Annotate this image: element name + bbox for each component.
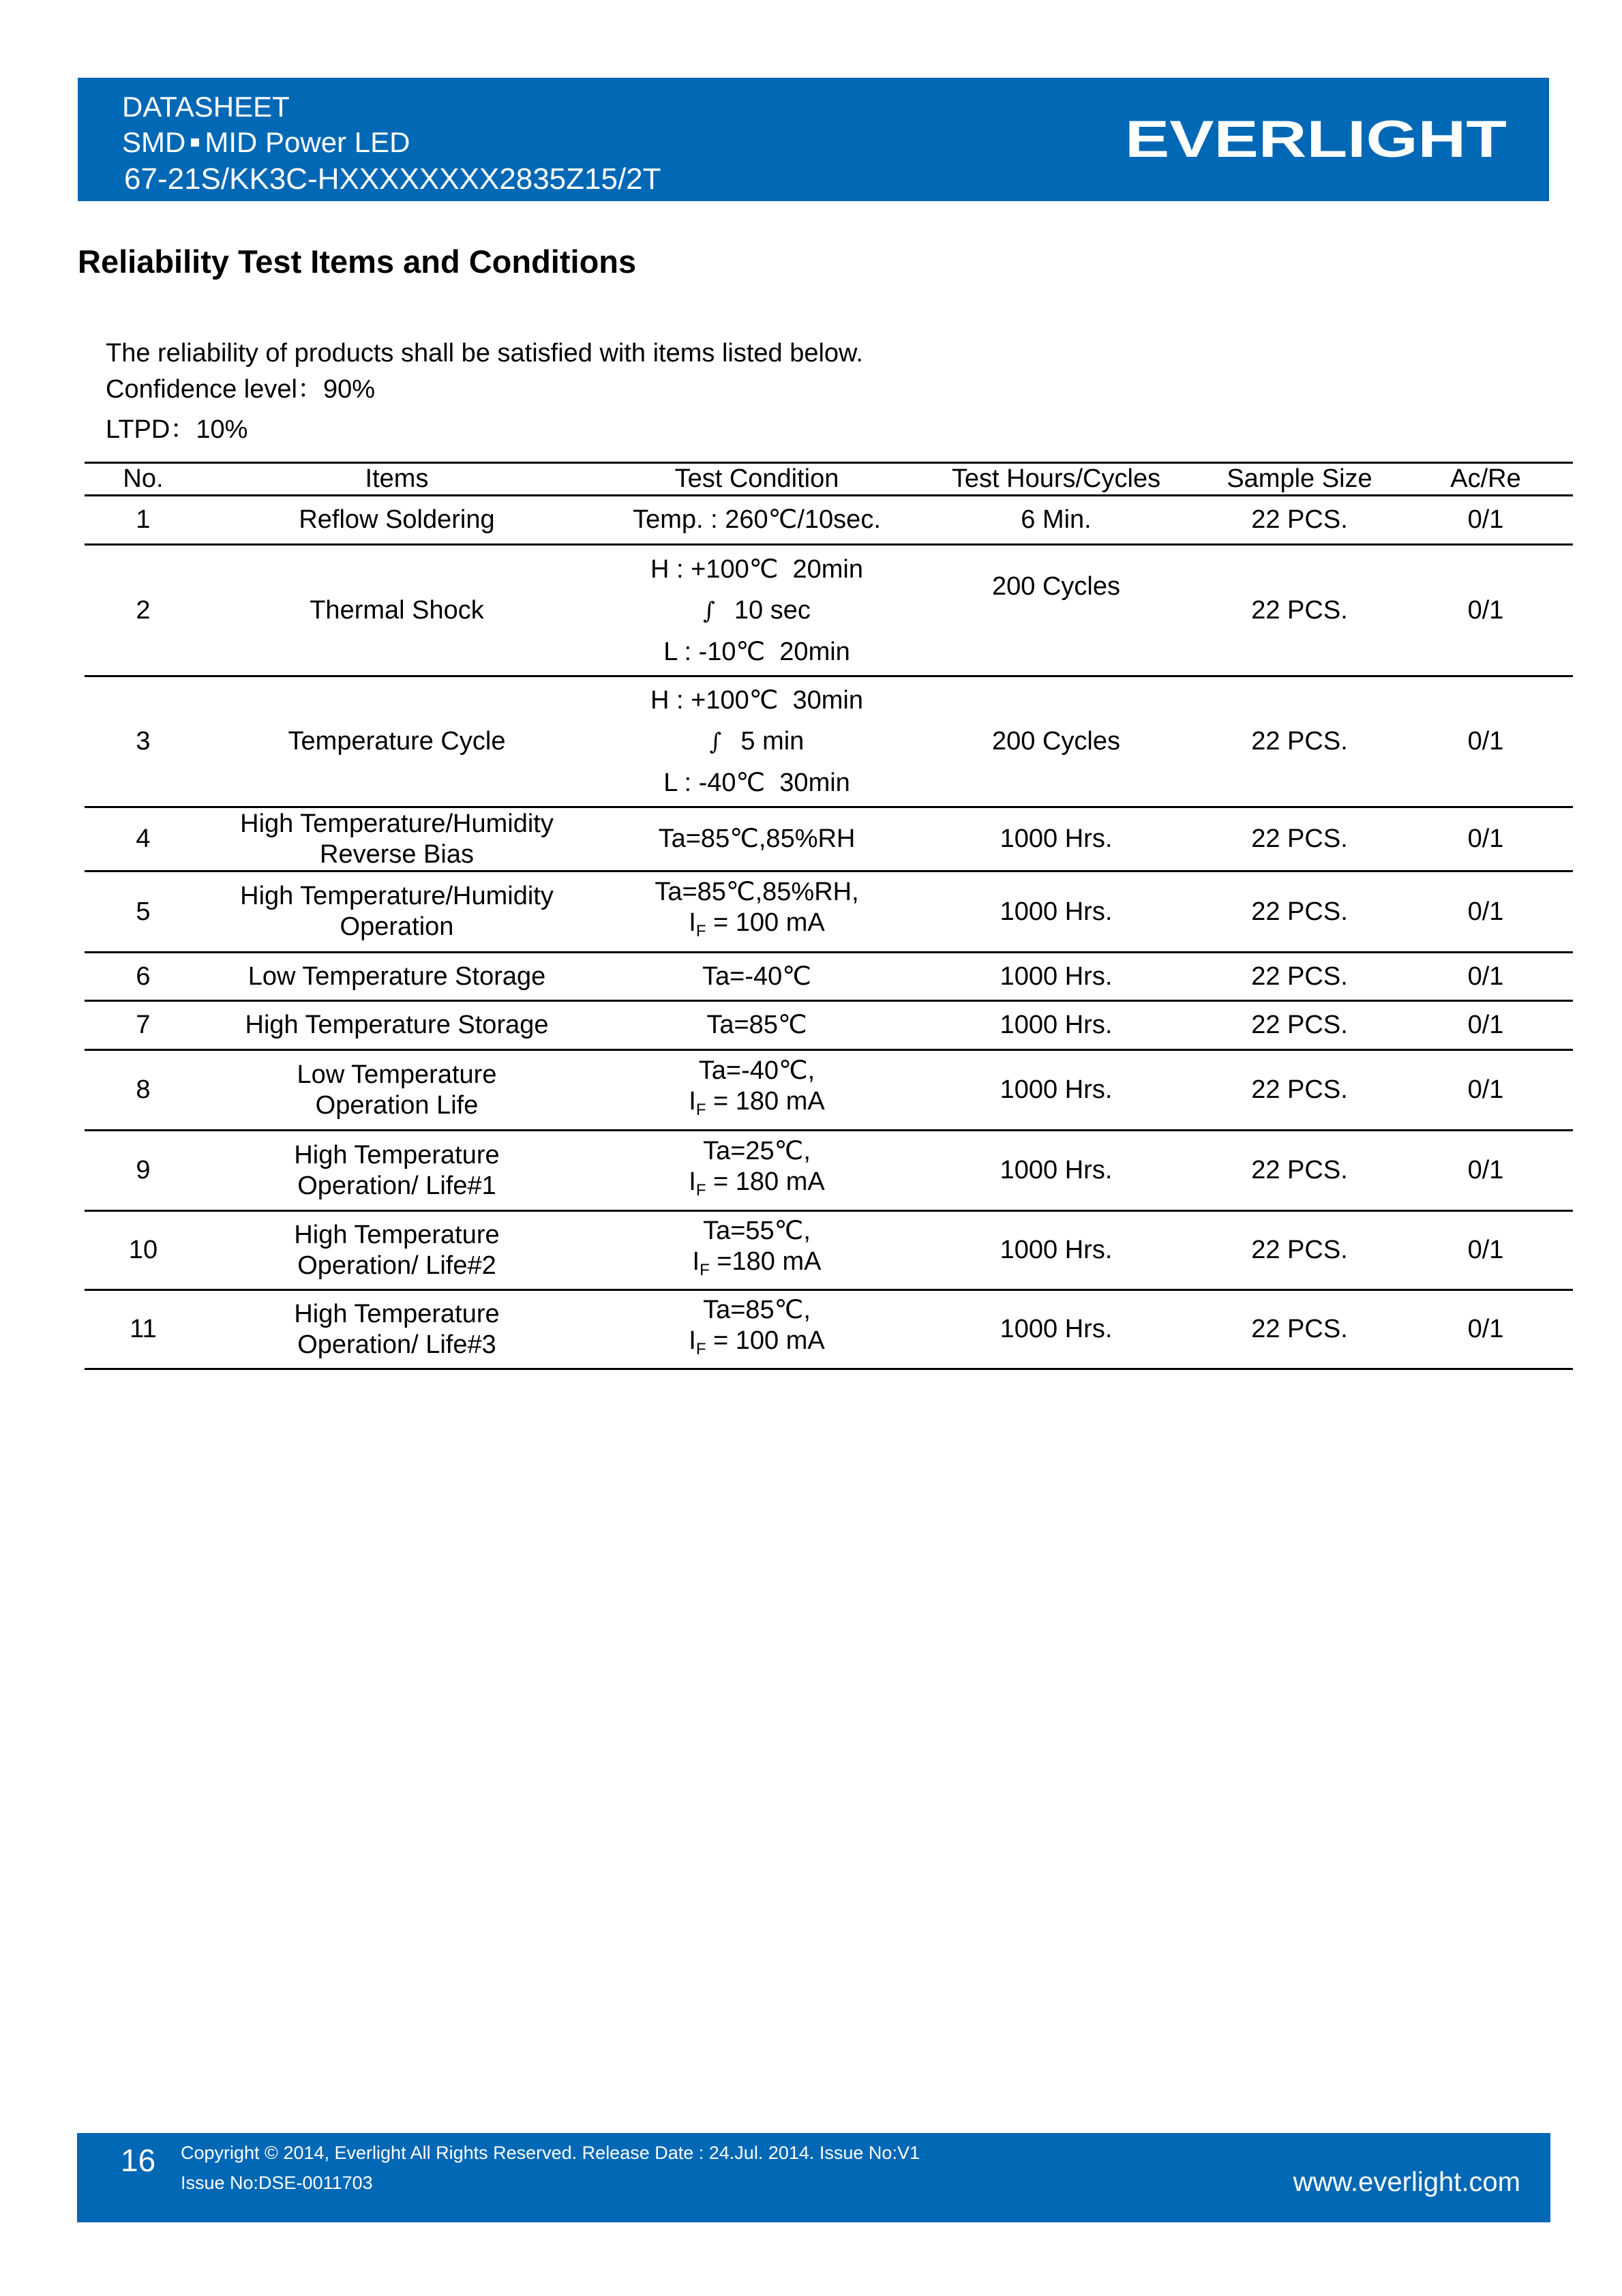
cell-sample-size: 22 PCS. (1251, 1315, 1348, 1343)
item-line: High Temperature (294, 1220, 500, 1249)
table-row (85, 1000, 1573, 1049)
cell-no: 5 (136, 897, 151, 926)
condition-text: Ta=85℃, (703, 1295, 811, 1324)
current-symbol: I (692, 1247, 700, 1276)
cell-ac-re: 0/1 (1467, 1156, 1504, 1184)
table-row (85, 806, 1573, 870)
condition-text: Ta=85℃ (706, 1011, 807, 1039)
cell-no: 10 (128, 1236, 158, 1264)
cell-no: 7 (136, 1011, 151, 1039)
item-line: High Temperature/Humidity (240, 882, 554, 910)
current-symbol: I (689, 1167, 696, 1196)
cell-item (260, 1131, 533, 1210)
condition-line (702, 961, 811, 992)
current-subscript: F (695, 1339, 706, 1358)
cell-no: 11 (130, 1315, 157, 1343)
condition-line (703, 1216, 811, 1247)
table-row (85, 951, 1573, 1000)
item-line: Operation Life (315, 1090, 479, 1120)
website-link[interactable]: www.everlight.com (1293, 2167, 1520, 2197)
header-items: Items (365, 464, 429, 493)
cell-ac-re: 0/1 (1467, 897, 1504, 926)
page-title: Reliability Test Items and Conditions (78, 243, 637, 280)
condition-line (689, 908, 825, 946)
condition-line (706, 1010, 807, 1041)
page-number: 16 (121, 2143, 156, 2178)
condition-text: L : -40℃ 30min (663, 769, 850, 797)
cell-test-condition (620, 496, 893, 543)
cell-test-hours: 1000 Hrs. (1000, 824, 1113, 853)
item-line: Thermal Shock (310, 595, 484, 625)
current-subscript: F (695, 1100, 706, 1119)
cell-test-hours: 1000 Hrs. (1000, 1315, 1113, 1343)
current-symbol: I (689, 908, 696, 937)
table-row (85, 870, 1573, 951)
cell-test-hours: 200 Cycles (992, 572, 1120, 601)
cell-test-condition (620, 1002, 893, 1049)
cell-sample-size: 22 PCS. (1251, 1011, 1348, 1039)
cell-item (247, 953, 546, 1000)
cell-sample-size: 22 PCS. (1251, 1156, 1348, 1184)
table-row (85, 1210, 1573, 1289)
header-sample-size: Sample Size (1227, 464, 1372, 493)
category-right: MID Power LED (205, 126, 410, 158)
table-row (85, 1129, 1573, 1210)
condition-text: Ta=25℃, (703, 1136, 811, 1165)
condition-line (663, 631, 850, 672)
condition-line (655, 877, 858, 908)
current-subscript: F (695, 922, 706, 940)
condition-text: H : +100℃ 30min (650, 686, 863, 715)
cell-ac-re: 0/1 (1467, 1315, 1504, 1343)
cell-ac-re: 0/1 (1467, 727, 1504, 756)
cell-test-condition (620, 677, 893, 806)
cell-ac-re: 0/1 (1467, 1075, 1504, 1104)
condition-line (693, 1247, 822, 1285)
cell-test-condition (620, 808, 893, 870)
table-row (85, 543, 1573, 675)
cell-test-condition (620, 1131, 893, 1210)
copyright-text: Copyright © 2014, Everlight All Rights Reserved. Release Date : 24.Jul. 2014. Issue No:V1 (181, 2143, 920, 2163)
condition-text: Ta=85℃,85%RH, (655, 878, 859, 906)
condition-text: H : +100℃ 20min (650, 554, 863, 584)
range-tilde-icon: ∫ (703, 597, 715, 625)
condition-text: = 180 mA (706, 1167, 825, 1196)
cell-no: 3 (136, 727, 151, 756)
cell-test-condition (620, 953, 893, 1000)
header-band (78, 78, 1549, 201)
condition-text: =180 mA (709, 1247, 822, 1276)
table-row (85, 1049, 1573, 1129)
condition-text: = 100 mA (706, 908, 825, 937)
condition-line (659, 824, 856, 854)
condition-line (650, 680, 863, 721)
ltpd: LTPD：10% (106, 415, 248, 444)
condition-line (710, 721, 805, 762)
condition-text: = 180 mA (706, 1086, 825, 1116)
cell-sample-size: 22 PCS. (1251, 505, 1348, 534)
cell-no: 8 (136, 1075, 151, 1104)
header-no: No. (123, 464, 164, 493)
condition-line (650, 549, 863, 590)
issue-number: Issue No:DSE-0011703 (181, 2173, 373, 2193)
condition-line (633, 505, 881, 535)
table-row (85, 1289, 1573, 1370)
condition-text: Ta=85℃,85%RH (658, 824, 856, 853)
cell-ac-re: 0/1 (1467, 505, 1504, 534)
cell-sample-size: 22 PCS. (1251, 1075, 1348, 1104)
cell-test-hours: 1000 Hrs. (1000, 1075, 1113, 1104)
cell-test-hours: 6 Min. (1021, 505, 1092, 534)
cell-ac-re: 0/1 (1467, 595, 1504, 625)
cell-test-hours: 1000 Hrs. (1000, 897, 1113, 926)
cell-no: 9 (136, 1156, 151, 1184)
cell-item (260, 546, 533, 675)
cell-test-hours: 200 Cycles (992, 727, 1120, 756)
item-line: Operation/ Life#2 (297, 1251, 496, 1280)
cell-ac-re: 0/1 (1467, 1011, 1504, 1039)
table-row (85, 675, 1573, 806)
table-row (85, 494, 1573, 543)
item-line: High Temperature/Humidity (240, 809, 554, 838)
cell-test-condition (620, 1212, 893, 1289)
condition-text: 5 min (740, 727, 805, 756)
part-number: 67-21S/KK3C-HXXXXXXXX2835Z15/2T (124, 162, 661, 196)
cell-test-hours: 1000 Hrs. (1000, 961, 1113, 991)
cell-item (260, 1291, 533, 1368)
logo-text: EVERLIGHT (1125, 120, 1507, 160)
reliability-table (85, 462, 1573, 1370)
cell-item (260, 496, 533, 543)
condition-text: 10 sec (734, 595, 811, 625)
item-line: Low Temperature Storage (247, 961, 546, 991)
item-line: Operation/ Life#3 (297, 1330, 496, 1359)
cell-test-hours: 1000 Hrs. (1000, 1011, 1113, 1039)
cell-sample-size: 22 PCS. (1251, 595, 1348, 625)
cell-test-hours: 1000 Hrs. (1000, 1236, 1113, 1264)
condition-line (689, 1086, 825, 1125)
item-line: Low Temperature (297, 1060, 497, 1089)
intro-text: The reliability of products shall be satisfied with items listed below. (106, 339, 863, 368)
current-subscript: F (700, 1260, 710, 1279)
cell-ac-re: 0/1 (1467, 1236, 1504, 1264)
table-header-row (85, 462, 1573, 494)
cell-sample-size: 22 PCS. (1251, 824, 1348, 853)
condition-text: Ta=-40℃, (698, 1056, 815, 1085)
category-left: SMD (122, 126, 186, 158)
cell-test-condition (620, 1291, 893, 1368)
cell-item (260, 677, 533, 806)
current-symbol: I (689, 1086, 696, 1116)
condition-line (703, 590, 811, 631)
small-square-icon (191, 138, 199, 147)
footer-band (77, 2133, 1550, 2222)
item-line: Reflow Soldering (299, 505, 495, 534)
range-tilde-icon: ∫ (709, 728, 722, 756)
condition-line (699, 1056, 815, 1086)
item-line: Operation (340, 912, 454, 941)
everlight-logo (1125, 120, 1507, 160)
condition-text: = 100 mA (706, 1326, 825, 1355)
cell-sample-size: 22 PCS. (1251, 897, 1348, 926)
product-category (122, 128, 410, 157)
condition-line (703, 1295, 811, 1326)
item-line: High Temperature (294, 1140, 500, 1169)
header-test-condition: Test Condition (674, 464, 839, 493)
item-line: Temperature Cycle (288, 727, 506, 756)
current-subscript: F (695, 1180, 706, 1199)
cell-test-condition (620, 1051, 893, 1129)
cell-item (240, 872, 554, 951)
condition-line (689, 1326, 825, 1365)
cell-item (240, 808, 554, 870)
cell-item (245, 1002, 549, 1049)
cell-sample-size: 22 PCS. (1251, 961, 1348, 991)
condition-line (689, 1167, 825, 1206)
current-symbol: I (689, 1326, 696, 1355)
cell-no: 6 (136, 961, 151, 991)
cell-ac-re: 0/1 (1467, 961, 1504, 991)
header-test-hours: Test Hours/Cycles (951, 464, 1161, 493)
item-line: High Temperature (294, 1299, 500, 1328)
condition-line (663, 762, 850, 803)
confidence-level: Confidence level：90% (106, 375, 376, 404)
item-line: High Temperature Storage (245, 1011, 549, 1039)
condition-text: Temp. : 260℃/10sec. (633, 505, 881, 534)
cell-sample-size: 22 PCS. (1251, 727, 1348, 756)
condition-text: Ta=-40℃ (702, 961, 811, 991)
cell-test-condition (620, 546, 893, 675)
condition-text: Ta=55℃, (703, 1216, 811, 1245)
item-line: Operation/ Life#1 (297, 1171, 496, 1200)
cell-test-hours: 1000 Hrs. (1000, 1156, 1113, 1184)
condition-line (703, 1136, 811, 1167)
cell-item (260, 1051, 533, 1129)
condition-text: L : -10℃ 20min (663, 637, 850, 666)
cell-ac-re: 0/1 (1467, 824, 1504, 853)
cell-test-condition (620, 872, 893, 951)
cell-no: 2 (136, 595, 151, 625)
cell-no: 4 (136, 824, 151, 853)
item-line: Reverse Bias (320, 839, 474, 869)
doc-type-label: DATASHEET (122, 91, 290, 123)
cell-no: 1 (136, 505, 151, 534)
cell-item (260, 1212, 533, 1289)
header-ac-re: Ac/Re (1450, 464, 1521, 493)
cell-sample-size: 22 PCS. (1251, 1236, 1348, 1264)
